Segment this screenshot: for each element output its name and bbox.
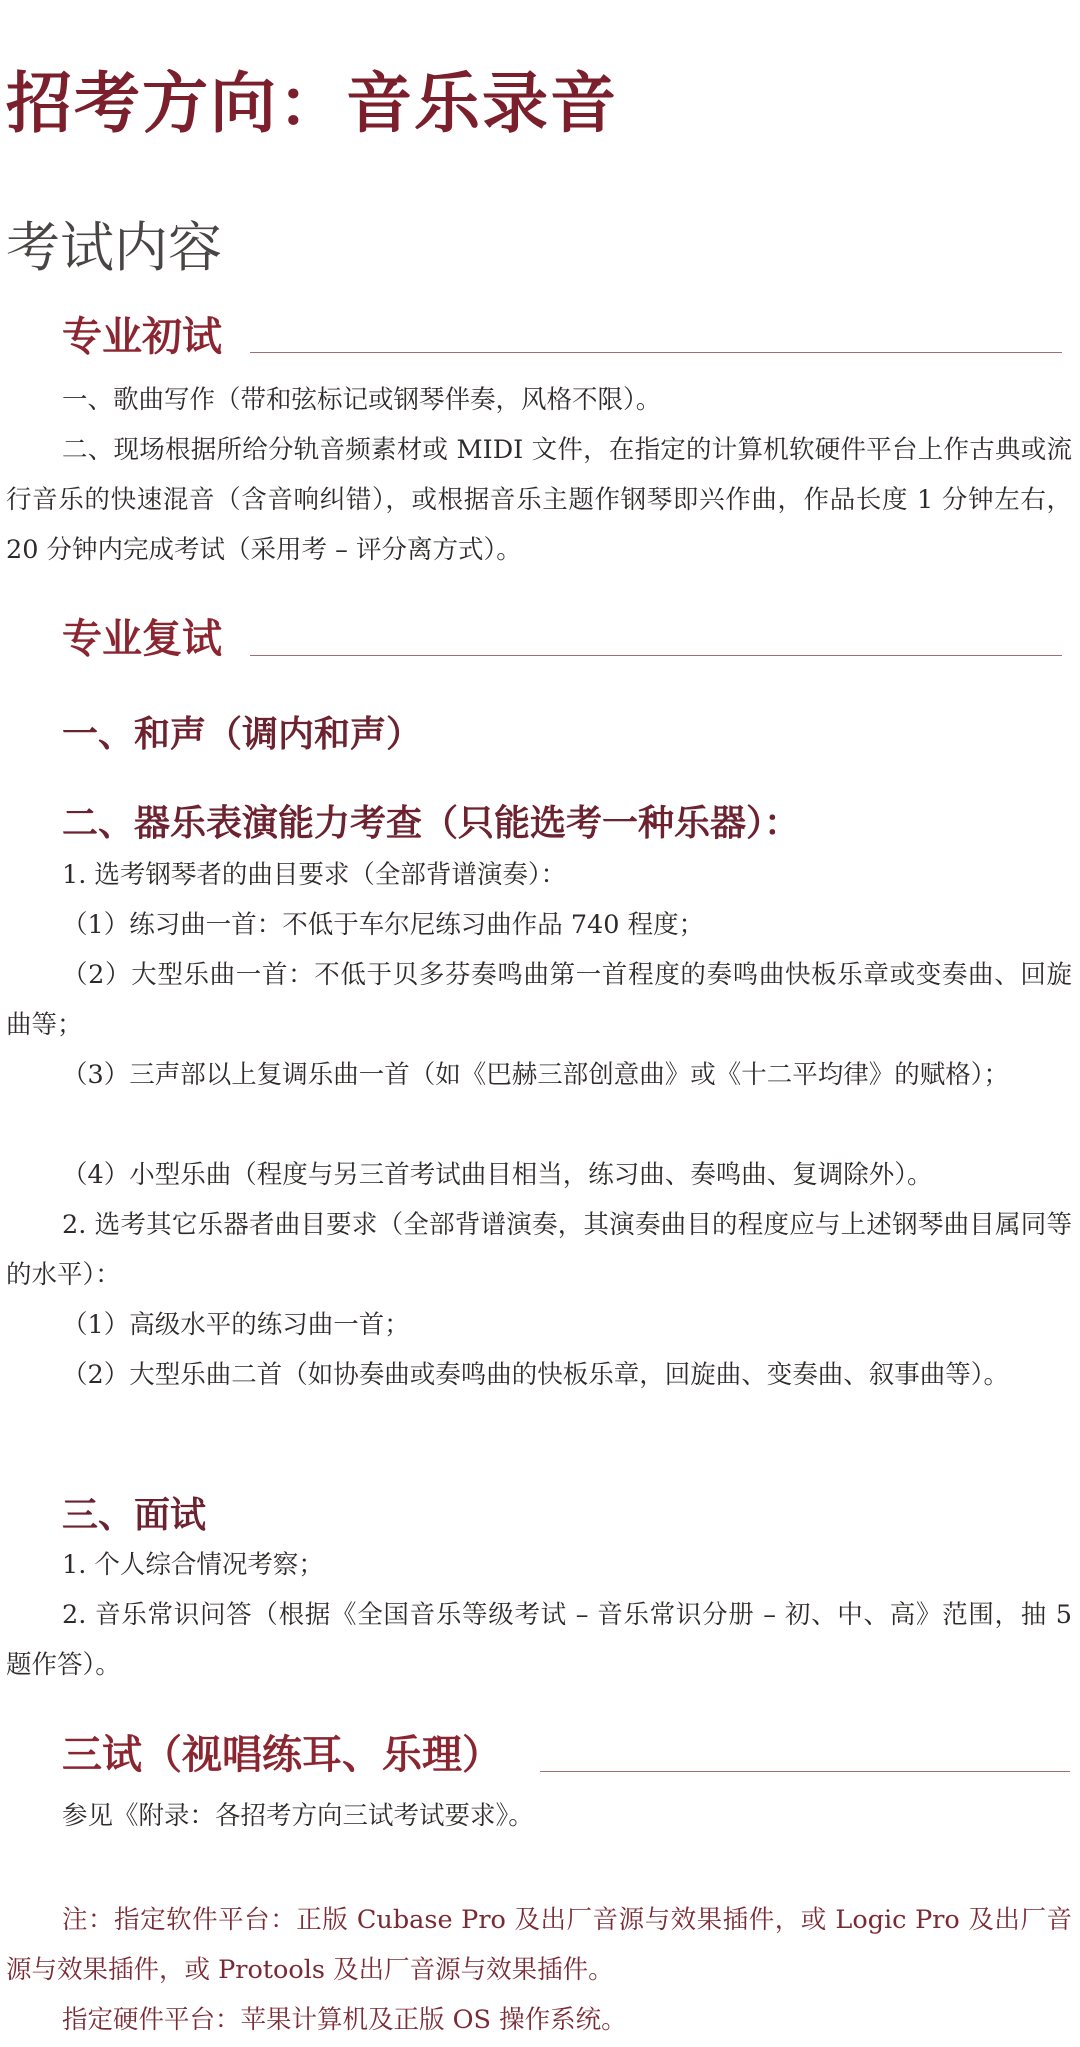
hardware-platform-note: 指定硬件平台：苹果计算机及正版 OS 操作系统。 [62, 2005, 627, 2035]
other-instrument-intro: 2. 选考其它乐器者曲目要求（全部背谱演奏，其演奏曲目的程度应与上述钢琴曲目属同等的水平）： [6, 1210, 1072, 1290]
interview-heading: 三、面试 [62, 1495, 207, 1536]
piano-item-1: （1）练习曲一首：不低于车尔尼练习曲作品 740 程度； [62, 910, 705, 940]
harmony-heading: 一、和声（调内和声） [62, 714, 423, 755]
piano-item-2: （2）大型乐曲一首：不低于贝多芬奏鸣曲第一首程度的奏鸣曲快板乐章或变奏曲、回旋曲等； [6, 960, 1072, 1040]
page-title: 招考方向：音乐录音 [6, 65, 618, 142]
section-rule-third [540, 1771, 1070, 1772]
prelim-item-2: 二、现场根据所给分轨音频素材或 MIDI 文件，在指定的计算机软硬件平台上作古典或流行音乐的快速混音（含音响纠错），或根据音乐主题作钢琴即兴作曲，作品长度 1 分钟左右，20 分钟内完成考试（采用考 – 评分离方式）。 [6, 435, 1072, 565]
instrument-heading: 二、器乐表演能力考查（只能选考一种乐器）： [62, 803, 801, 844]
piano-requirements-intro: 1. 选考钢琴者的曲目要求（全部背谱演奏）： [62, 860, 567, 890]
piano-item-4: （4）小型乐曲（程度与另三首考试曲目相当，练习曲、奏鸣曲、复调除外）。 [62, 1160, 933, 1190]
section-heading-second: 专业复试 [62, 616, 222, 662]
other-item-1: （1）高级水平的练习曲一首； [62, 1310, 410, 1340]
section-heading-third: 三试（视唱练耳、乐理） [62, 1732, 502, 1778]
interview-item-1: 1. 个人综合情况考察； [62, 1550, 324, 1580]
section-heading-prelim: 专业初试 [62, 314, 222, 360]
exam-content-heading: 考试内容 [6, 216, 222, 279]
interview-item-2: 2. 音乐常识问答（根据《全国音乐等级考试 – 音乐常识分册 – 初、中、高》范围，抽 5 题作答）。 [6, 1600, 1072, 1680]
section-rule-prelim [250, 352, 1062, 353]
prelim-item-1: 一、歌曲写作（带和弦标记或钢琴伴奏，风格不限）。 [62, 385, 662, 415]
other-item-2: （2）大型乐曲二首（如协奏曲或奏鸣曲的快板乐章，回旋曲、变奏曲、叙事曲等）。 [62, 1360, 1009, 1390]
piano-item-3: （3）三声部以上复调乐曲一首（如《巴赫三部创意曲》或《十二平均律》的赋格）； [62, 1060, 1009, 1090]
section-rule-second [250, 655, 1062, 656]
software-platform-note: 注：指定软件平台：正版 Cubase Pro 及出厂音源与效果插件，或 Logic Pro 及出厂音源与效果插件，或 Protools 及出厂音源与效果插件。 [6, 1905, 1072, 1985]
third-exam-reference: 参见《附录：各招考方向三试考试要求》。 [62, 1801, 534, 1831]
